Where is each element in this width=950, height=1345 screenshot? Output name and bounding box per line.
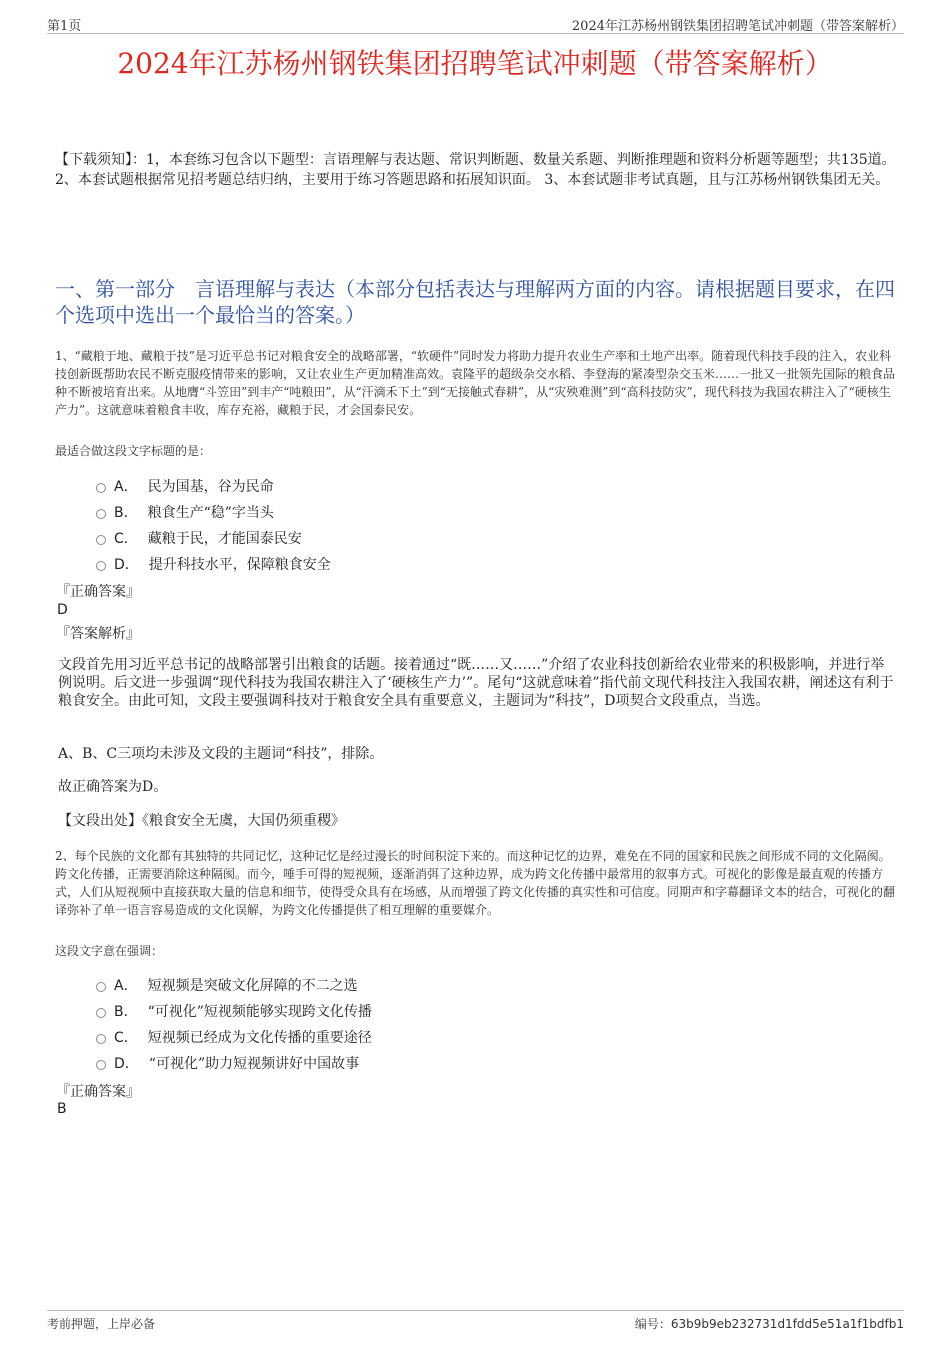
footer-slogan: 考前押题，上岸必备 bbox=[47, 1317, 156, 1331]
radio-icon[interactable] bbox=[96, 509, 106, 519]
header-divider bbox=[47, 33, 904, 34]
question-1-option-b[interactable]: B． 粮食生产“稳”字当头 bbox=[96, 502, 274, 522]
radio-icon[interactable] bbox=[96, 1060, 106, 1070]
footer-code bbox=[635, 1315, 904, 1332]
question-1-prompt: 最适合做这段文字标题的是： bbox=[55, 444, 212, 458]
question-1-answer-label: 『正确答案』 bbox=[56, 584, 140, 600]
question-2-text: 2、每个民族的文化都有其独特的共同记忆，这种记忆是经过漫长的时间积淀下来的。而这种记忆的边界，难免在不同的国家和民族之间形成不同的文化隔阂。跨文化传播，正需要消除这种隔阂。而今，唾手可得的短视频，逐渐消弭了这种边界，成为跨文化传播中最常用的叙事方式。可视化的影像是最直观的传播方式，人们从短视频中直接获取大量的信息和细节，使得受众具有在场感，从而增强了跨文化传播的真实性和可信度。同期声和字幕翻译文本的结合，可视化的翻译弥补了单一语言容易造成的文化误解，为跨文化传播提供了相互理解的重要媒介。 bbox=[55, 849, 896, 917]
footer-code-value: 63b9b9eb232731d1fdd5e51a1f1bdfb1 bbox=[670, 1317, 904, 1331]
radio-icon[interactable] bbox=[96, 483, 106, 493]
header-doc-title: 2024年江苏杨州钢铁集团招聘笔试冲刺题（带答案解析） bbox=[571, 19, 904, 34]
radio-icon[interactable] bbox=[96, 1008, 106, 1018]
section-heading: 一、第一部分 言语理解与表达（本部分包括表达与理解两方面的内容。请根据题目要求，在四个选项中选出一个最恰当的答案。） bbox=[55, 277, 895, 327]
question-2-answer: B bbox=[57, 1101, 67, 1117]
radio-icon[interactable] bbox=[96, 561, 106, 571]
question-2-answer-label: 『正确答案』 bbox=[56, 1084, 140, 1100]
question-1-source: 【文段出处】《粮食安全无虞，大国仍须重稷》 bbox=[58, 813, 345, 829]
question-1-option-c[interactable]: C． 藏粮于民，才能国泰民安 bbox=[96, 528, 302, 548]
question-1-option-a[interactable]: A． 民为国基，谷为民命 bbox=[96, 476, 274, 496]
question-1-option-d[interactable]: D． 提升科技水平，保障粮食安全 bbox=[96, 554, 331, 574]
question-2-prompt: 这段文字意在强调： bbox=[55, 944, 164, 958]
question-1-analysis-elimination: A、B、C三项均未涉及文段的主题词“科技”，排除。 bbox=[58, 746, 384, 762]
question-1-text: 1、“藏粮于地、藏粮于技”是习近平总书记对粮食安全的战略部署，“软硬件”同时发力将助力提升农业生产率和土地产出率。随着现代科技手段的注入，农业科技创新既帮助农民不断克服疫情带来的影响，又让农业生产更加精准高效。袁隆平的超级杂交水稻、李登海的紧凑型杂交玉米……一批又一批领先国际的粮食品种不断被培育出来。从地膺“斗笠田”到丰产“吨粮田”，从“汗滴禾下土”到“无接触式春耕”，从“灾殃难测”到“高科技防灾”，现代科技为我国农耕注入了“硬核生产力”。这就意味着粮食丰收，库存充裕，藏粮于民，才会国泰民安。 bbox=[55, 349, 896, 417]
footer-code-label: 编号： bbox=[634, 1317, 671, 1331]
question-1-analysis-label: 『答案解析』 bbox=[56, 626, 140, 642]
question-1-analysis-conclusion: 故正确答案为D。 bbox=[58, 779, 168, 795]
question-1-analysis-paragraph: 文段首先用习近平总书记的战略部署引出粮食的话题。接着通过“既……又……”介绍了农业科技创新给农业带来的积极影响，并进行举例说明。后文进一步强调“现代科技为我国农耕注入了‘硬核生产力’”。尾句“这就意味着”指代前文现代科技注入我国农耕，阐述这有利于粮食安全。由此可知，文段主要强调科技对于粮食安全具有重要意义，主题词为“科技”，D项契合文段重点，当选。 bbox=[58, 657, 894, 709]
radio-icon[interactable] bbox=[96, 1034, 106, 1044]
radio-icon[interactable] bbox=[96, 982, 106, 992]
question-2-option-b[interactable]: B． “可视化”短视频能够实现跨文化传播 bbox=[96, 1001, 372, 1021]
page-number: 第1页 bbox=[47, 19, 82, 34]
radio-icon[interactable] bbox=[96, 535, 106, 545]
footer-divider bbox=[47, 1310, 904, 1311]
question-2-option-d[interactable]: D． “可视化”助力短视频讲好中国故事 bbox=[96, 1053, 359, 1073]
page-title: 2024年江苏杨州钢铁集团招聘笔试冲刺题（带答案解析） bbox=[117, 47, 833, 80]
question-1-answer: D bbox=[57, 602, 68, 618]
download-notice: 【下载须知】：1，本套练习包含以下题型：言语理解与表达题、常识判断题、数量关系题、判断推理题和资料分析题等题型；共135道。 2、本套试题根据常见招考题总结归纳，主要用于练习答题思路和拓展知识面。 3、本套试题非考试真题，且与江苏杨州钢铁集团无关。 bbox=[55, 152, 896, 188]
question-2-option-a[interactable]: A． 短视频是突破文化屏障的不二之选 bbox=[96, 975, 358, 995]
question-2-option-c[interactable]: C． 短视频已经成为文化传播的重要途径 bbox=[96, 1027, 372, 1047]
